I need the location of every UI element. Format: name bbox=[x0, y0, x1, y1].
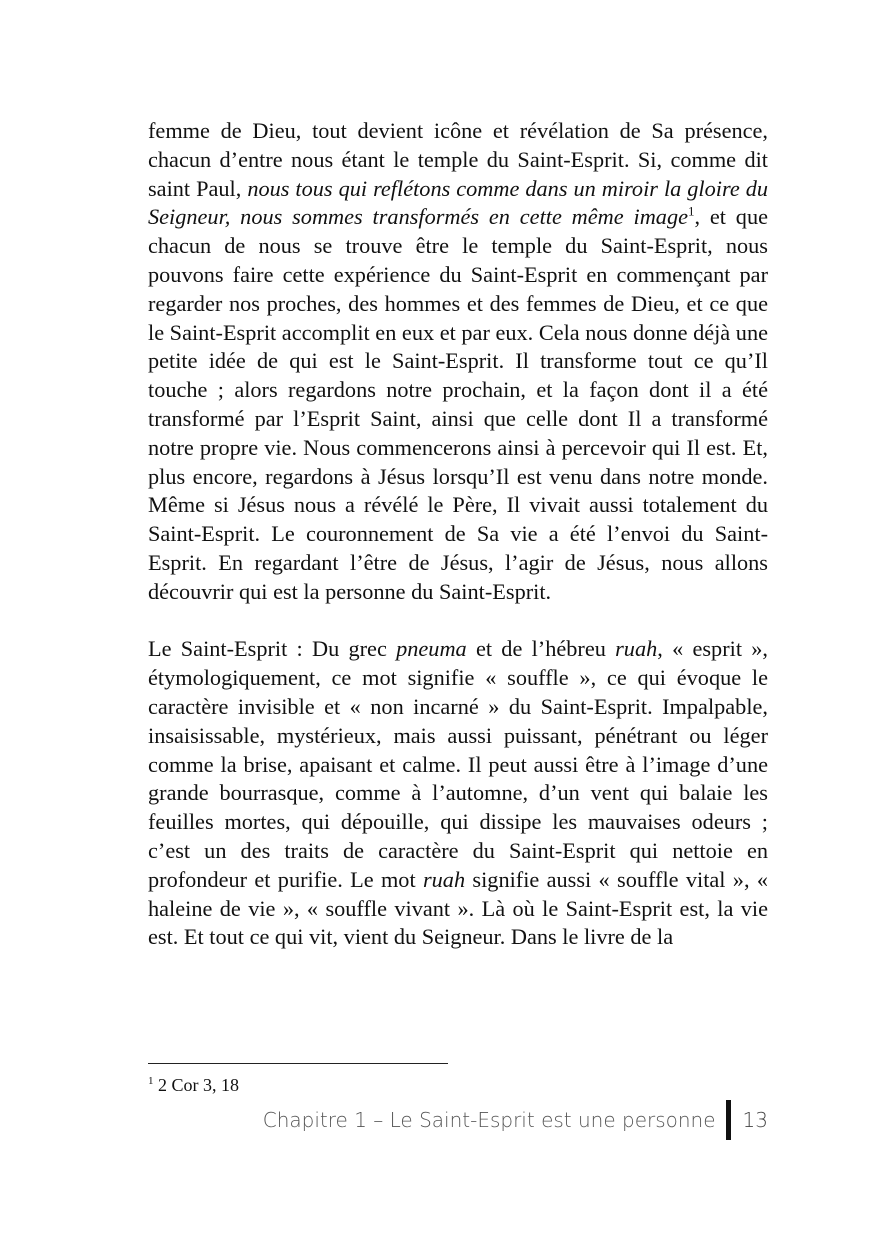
p2-italic-pneuma: pneuma bbox=[396, 636, 467, 662]
running-footer bbox=[240, 1100, 768, 1140]
p2-italic-ruah: ruah bbox=[615, 636, 658, 662]
footnote-text: 2 Cor 3, 18 bbox=[153, 1075, 239, 1095]
paragraph-2 bbox=[148, 635, 768, 952]
p2-run-3: , « esprit », étymologiquement, ce mot signifie « souffle », ce qui évoque le caractère invisible et « non incarné » du Saint-Esprit. Impalpable, insaisissable, mystérieux, mais aussi puissant, pénétrant ou léger comme la brise, apaisant et calme. Il peut aussi être à l’image d’une grande bourrasque, comme à l’automne, d’un vent qui balaie les feuilles mortes, qui dépouille, qui dissipe les mauvaises odeurs ; c’est un des traits de caractère du Saint-Esprit qui nettoie en profondeur et purifie. Le mot bbox=[148, 636, 768, 892]
p1-quote-italic: nous tous qui reflétons comme dans un miroir la gloire du Seigneur, nous sommes transformés en cette même image bbox=[148, 175, 768, 230]
p1-run-1: femme de Dieu, tout devient icône et révélation de Sa présence, chacun d’entre nous étant le temple du Saint-Esprit. Si, comme dit saint Paul, bbox=[148, 118, 768, 201]
paragraph-1 bbox=[148, 117, 768, 607]
p1-run-2: , et que chacun de nous se trouve être le temple du Saint-Esprit, nous pouvons faire cette expérience du Saint-Esprit en commençant par regarder nos proches, des hommes et des femmes de Dieu, et ce que le Saint-Esprit accomplit en eux et par eux. Cela nous donne déjà une petite idée de qui est le Saint-Esprit. Il transforme tout ce qu’Il touche ; alors regardons notre prochain, et la façon dont il a été transformé par l’Esprit Saint, ainsi que celle dont Il a transformé notre propre vie. Nous commencerons ainsi à percevoir qui Il est. Et, plus encore, regardons à Jésus lorsqu’Il est venu dans notre monde. Même si Jésus nous a révélé le Père, Il vivait aussi totalement du Saint-Esprit. Le couronnement de Sa vie a été l’envoi du Saint-Esprit. En regardant l’être de Jésus, l’agir de Jésus, nous allons découvrir qui est la personne du Saint-Esprit. bbox=[148, 204, 768, 604]
page-number: 13 bbox=[742, 1108, 768, 1132]
p2-run-2: et de l’hébreu bbox=[466, 636, 616, 662]
footer-divider bbox=[726, 1100, 731, 1140]
chapter-title: Chapitre 1 – Le Saint-Esprit est une personne bbox=[262, 1108, 716, 1132]
footnote-reference[interactable]: 1 bbox=[687, 203, 695, 219]
footnote bbox=[148, 1073, 239, 1097]
footnote-number: 1 bbox=[148, 1075, 154, 1087]
page-body bbox=[148, 117, 768, 952]
p2-run-1: Le Saint-Esprit : Du grec bbox=[148, 636, 397, 662]
p2-italic-ruah-2: ruah bbox=[422, 866, 466, 892]
p2-run-4: signifie aussi « souffle vital », « haleine de vie », « souffle vivant ». Là où le Saint-Esprit est, la vie est. Et tout ce qui vit, vient du Seigneur. Dans le livre de la bbox=[148, 866, 769, 950]
footnote-separator bbox=[148, 1063, 448, 1064]
